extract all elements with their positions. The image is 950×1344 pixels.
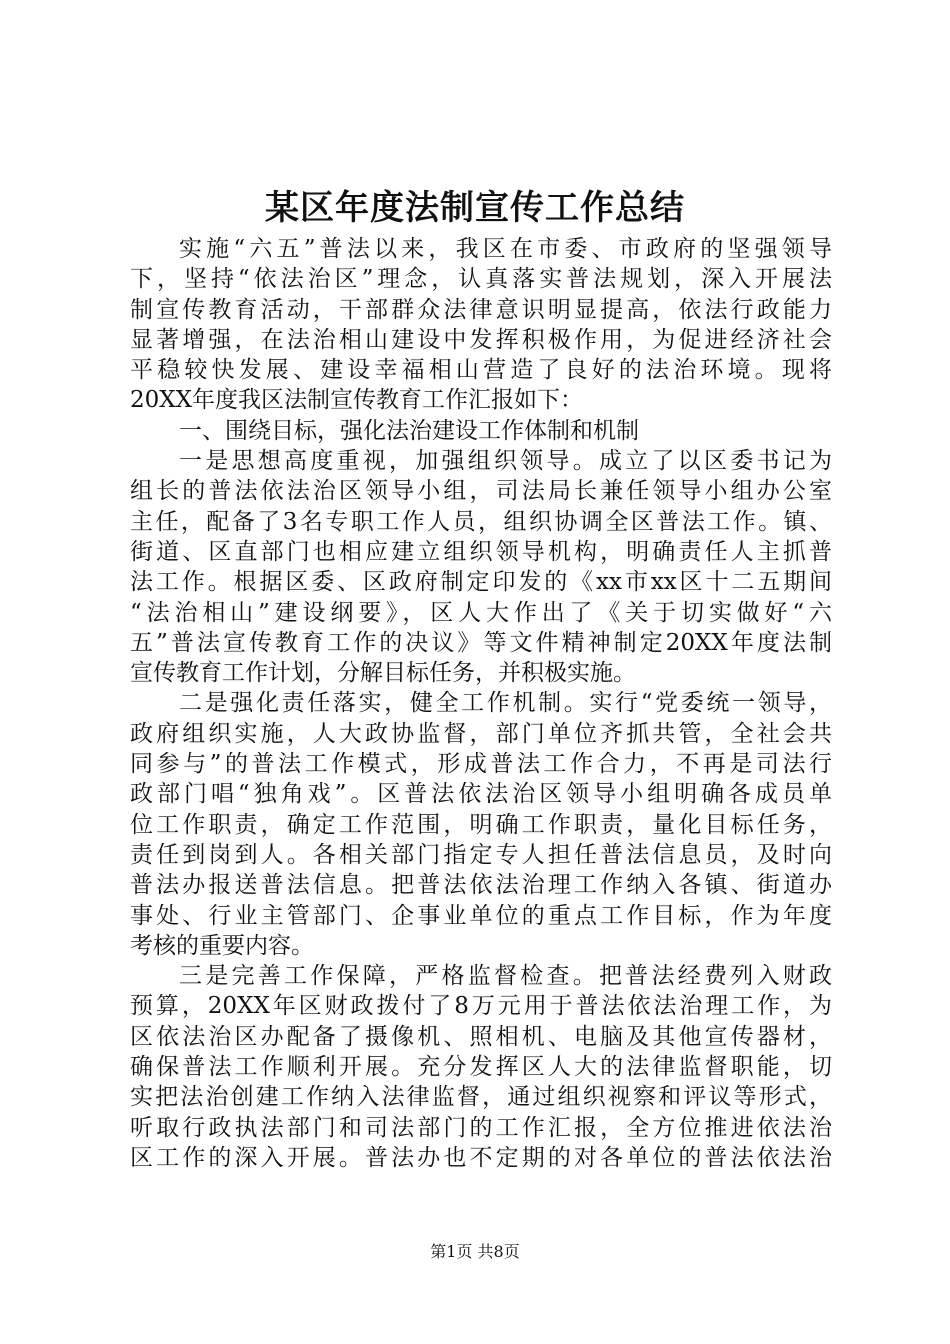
text-line: 主任，配备了3名专职工作人员，组织协调全区普法工作。镇、 <box>130 508 832 535</box>
text-line: “法治相山”建设纲要》，区人大作出了《关于切实做好“六 <box>130 599 832 626</box>
text-line: 街道、区直部门也相应建立组织领导机构，明确责任人主抓普 <box>130 538 832 565</box>
text-line: 二是强化责任落实，健全工作机制。实行“党委统一领导， <box>179 690 832 717</box>
text-line: 区工作的深入开展。普法办也不定期的对各单位的普法依法治 <box>130 1144 832 1171</box>
text-line: 实把法治创建工作纳入法律监督，通过组织视察和评议等形式， <box>130 1084 832 1111</box>
text-line: 政府组织实施，人大政协监督，部门单位齐抓共管，全社会共 <box>130 720 832 747</box>
text-line: 实施“六五”普法以来，我区在市委、市政府的坚强领导 <box>179 236 832 262</box>
text-line: 事处、行业主管部门、企事业单位的重点工作目标，作为年度 <box>130 902 832 929</box>
text-line: 组长的普法依法治区领导小组，司法局长兼任领导小组办公室 <box>130 478 832 505</box>
text-line: 区依法治区办配备了摄像机、照相机、电脑及其他宣传器材， <box>130 1023 832 1050</box>
text-line: 普法办报送普法信息。把普法依法治理工作纳入各镇、街道办 <box>130 872 832 899</box>
text-line: 三是完善工作保障，严格监督检查。把普法经费列入财政 <box>179 963 832 990</box>
text-line: 下，坚持“依法治区”理念，认真落实普法规划，深入开展法 <box>130 266 832 293</box>
text-line: 同参与”的普法工作模式，形成普法工作合力，不再是司法行 <box>130 751 832 778</box>
document-body <box>130 234 832 1173</box>
document-title: 某区年度法制宣传工作总结 <box>265 188 685 228</box>
text-line: 20XX年度我区法制宣传教育工作汇报如下： <box>130 387 584 414</box>
text-line: 听取行政执法部门和司法部门的工作汇报，全方位推进依法治 <box>130 1114 832 1141</box>
text-line: 责任到岗到人。各相关部门指定专人担任普法信息员，及时向 <box>130 841 832 868</box>
text-line: 法工作。根据区委、区政府制定印发的《xx市xx区十二五期间 <box>130 569 832 596</box>
text-line: 预算，20XX年区财政拨付了8万元用于普法依法治理工作，为 <box>130 993 832 1020</box>
text-line: 宣传教育工作计划，分解目标任务，并积极实施。 <box>130 660 636 687</box>
text-line: 显著增强，在法治相山建设中发挥积极作用，为促进经济社会 <box>130 326 832 353</box>
text-line: 位工作职责，确定工作范围，明确工作职责，量化目标任务， <box>130 811 832 838</box>
text-line: 一、围绕目标，强化法治建设工作体制和机制 <box>179 417 639 444</box>
text-line: 平稳较快发展、建设幸福相山营造了良好的法治环境。现将 <box>130 357 832 384</box>
text-line: 一是思想高度重视，加强组织领导。成立了以区委书记为 <box>179 448 832 475</box>
text-line: 五”普法宣传教育工作的决议》等文件精神制定20XX年度法制 <box>130 629 832 656</box>
text-line: 政部门唱“独角戏”。区普法依法治区领导小组明确各成员单 <box>130 781 832 808</box>
text-line: 制宣传教育活动，干部群众法律意识明显提高，依法行政能力 <box>130 296 832 323</box>
text-line: 确保普法工作顺利开展。充分发挥区人大的法律监督职能，切 <box>130 1054 832 1081</box>
page-footer: 第1页 共8页 <box>430 1242 520 1261</box>
text-line: 考核的重要内容。 <box>130 932 314 959</box>
